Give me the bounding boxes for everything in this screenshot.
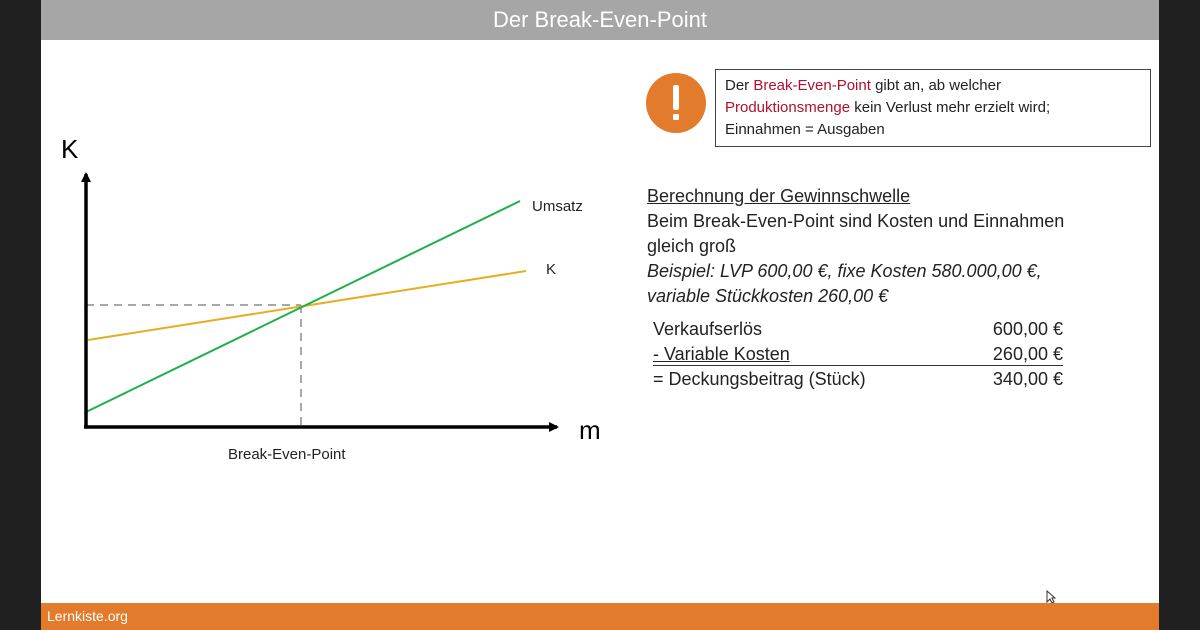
- sum-divider: [653, 365, 1063, 366]
- calc-table: [653, 317, 1063, 392]
- calc-example-2: variable Stückkosten 260,00 €: [647, 286, 889, 306]
- calc-line-2: gleich groß: [647, 236, 737, 256]
- row-value: 260,00 €: [992, 344, 1063, 364]
- note-term-break-even: Break-Even-Point: [753, 77, 871, 94]
- row-value: 340,00 €: [992, 369, 1063, 389]
- row-label: Verkaufserlös: [653, 319, 763, 339]
- calc-example-1: Beispiel: LVP 600,00 €, fixe Kosten 580.000,00 €,: [647, 261, 1042, 281]
- note-line-3: Einnahmen = Ausgaben: [725, 121, 885, 138]
- kosten-label: K: [546, 261, 557, 278]
- break-even-point-label: Break-Even-Point: [228, 446, 346, 463]
- umsatz-label: Umsatz: [532, 198, 583, 215]
- table-row: [653, 317, 1063, 342]
- calc-line-1: Beim Break-Even-Point sind Kosten und Einnahmen: [647, 211, 1065, 231]
- calc-heading: Berechnung der Gewinnschwelle: [647, 186, 911, 206]
- row-label: = Deckungsbeitrag (Stück): [653, 369, 866, 389]
- definition-note: [715, 69, 1151, 147]
- slide: [41, 0, 1159, 630]
- umsatz-line: [86, 201, 520, 412]
- slide-title: Der Break-Even-Point: [41, 0, 1159, 40]
- note-line-2: Produktionsmenge kein Verlust mehr erzielt wird;: [725, 99, 1051, 116]
- note-term-produktionsmenge: Produktionsmenge: [725, 99, 851, 116]
- footer-label: Lernkiste.org: [47, 608, 128, 624]
- note-line-1: Der Break-Even-Point gibt an, ab welcher: [725, 77, 1001, 94]
- footer-bar: [41, 603, 1159, 630]
- exclamation-icon: [646, 73, 706, 133]
- x-axis-label: m: [579, 415, 601, 445]
- table-row: [653, 367, 1063, 392]
- y-axis-label: K: [61, 134, 79, 164]
- row-value: 600,00 €: [992, 319, 1063, 339]
- table-row: [653, 342, 1063, 367]
- calculation-text: [647, 184, 1064, 309]
- row-label: - Variable Kosten: [653, 344, 790, 364]
